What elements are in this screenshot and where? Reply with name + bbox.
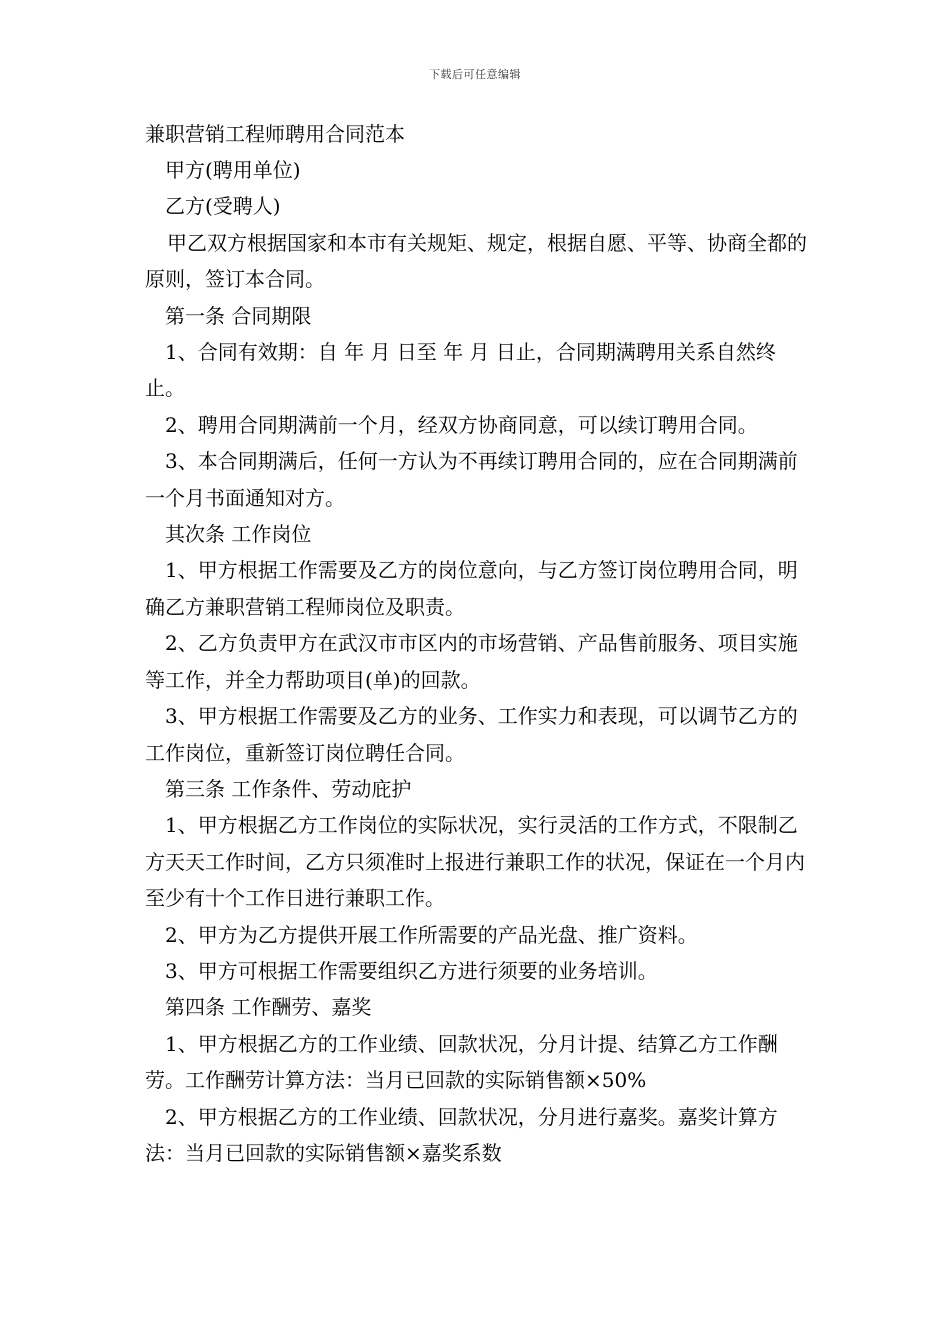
clause-item: 2、甲方为乙方提供开展工作所需要的产品光盘、推广资料。 [165,922,698,947]
section-2 [145,516,809,771]
clause-item: 2、乙方负责甲方在武汉市市区内的市场营销、产品售前服务、项目实施等工作，并全力帮助项目(单)的回款。 [145,631,798,692]
clause-item: 3、甲方可根据工作需要组织乙方进行须要的业务培训。 [165,958,658,983]
party-a-line: 甲方(聘用单位) [165,158,301,182]
section-heading: 第一条 合同期限 [165,303,312,328]
party-b-line: 乙方(受聘人) [165,194,281,219]
clause-item: 1、合同有效期：自 年 月 日至 年 月 日止，合同期满聘用关系自然终止。 [145,340,776,401]
section-4 [145,989,809,1171]
clause-item: 1、甲方根据工作需要及乙方的岗位意向，与乙方签订岗位聘用合同，明确乙方兼职营销工程师岗位及职责。 [145,558,798,619]
section-heading: 第三条 工作条件、劳动庇护 [165,776,412,801]
page-header-note: 下载后可任意编辑 [429,68,521,81]
section-3 [145,771,809,989]
document-title: 兼职营销工程师聘用合同范本 [145,122,405,146]
clause-item: 2、聘用合同期满前一个月，经双方协商同意，可以续订聘用合同。 [165,412,758,437]
section-heading: 第四条 工作酬劳、嘉奖 [165,995,372,1020]
clause-item: 2、甲方根据乙方的工作业绩、回款状况，分月进行嘉奖。嘉奖计算方法：当月已回款的实际销售额×嘉奖系数 [145,1104,778,1165]
clause-item: 1、甲方根据乙方的工作业绩、回款状况，分月计提、结算乙方工作酬劳。工作酬劳计算方法：当月已回款的实际销售额×50% [145,1031,778,1093]
clause-item: 3、甲方根据工作需要及乙方的业务、工作实力和表现，可以调节乙方的工作岗位，重新签订岗位聘任合同。 [145,704,798,765]
clause-item: 1、甲方根据乙方工作岗位的实际状况，实行灵活的工作方式，不限制乙方天天工作时间，乙方只须准时上报进行兼职工作的状况，保证在一个月内至少有十个工作日进行兼职工作。 [145,813,805,911]
intro-paragraph: 甲乙双方根据国家和本市有关规矩、规定，根据自愿、平等、协商全都的原则，签订本合同。 [145,230,807,292]
section-heading: 其次条 工作岗位 [165,522,312,547]
document-body [145,116,809,1171]
section-1 [145,298,809,516]
clause-item: 3、本合同期满后，任何一方认为不再续订聘用合同的，应在合同期满前一个月书面通知对方。 [145,449,798,510]
